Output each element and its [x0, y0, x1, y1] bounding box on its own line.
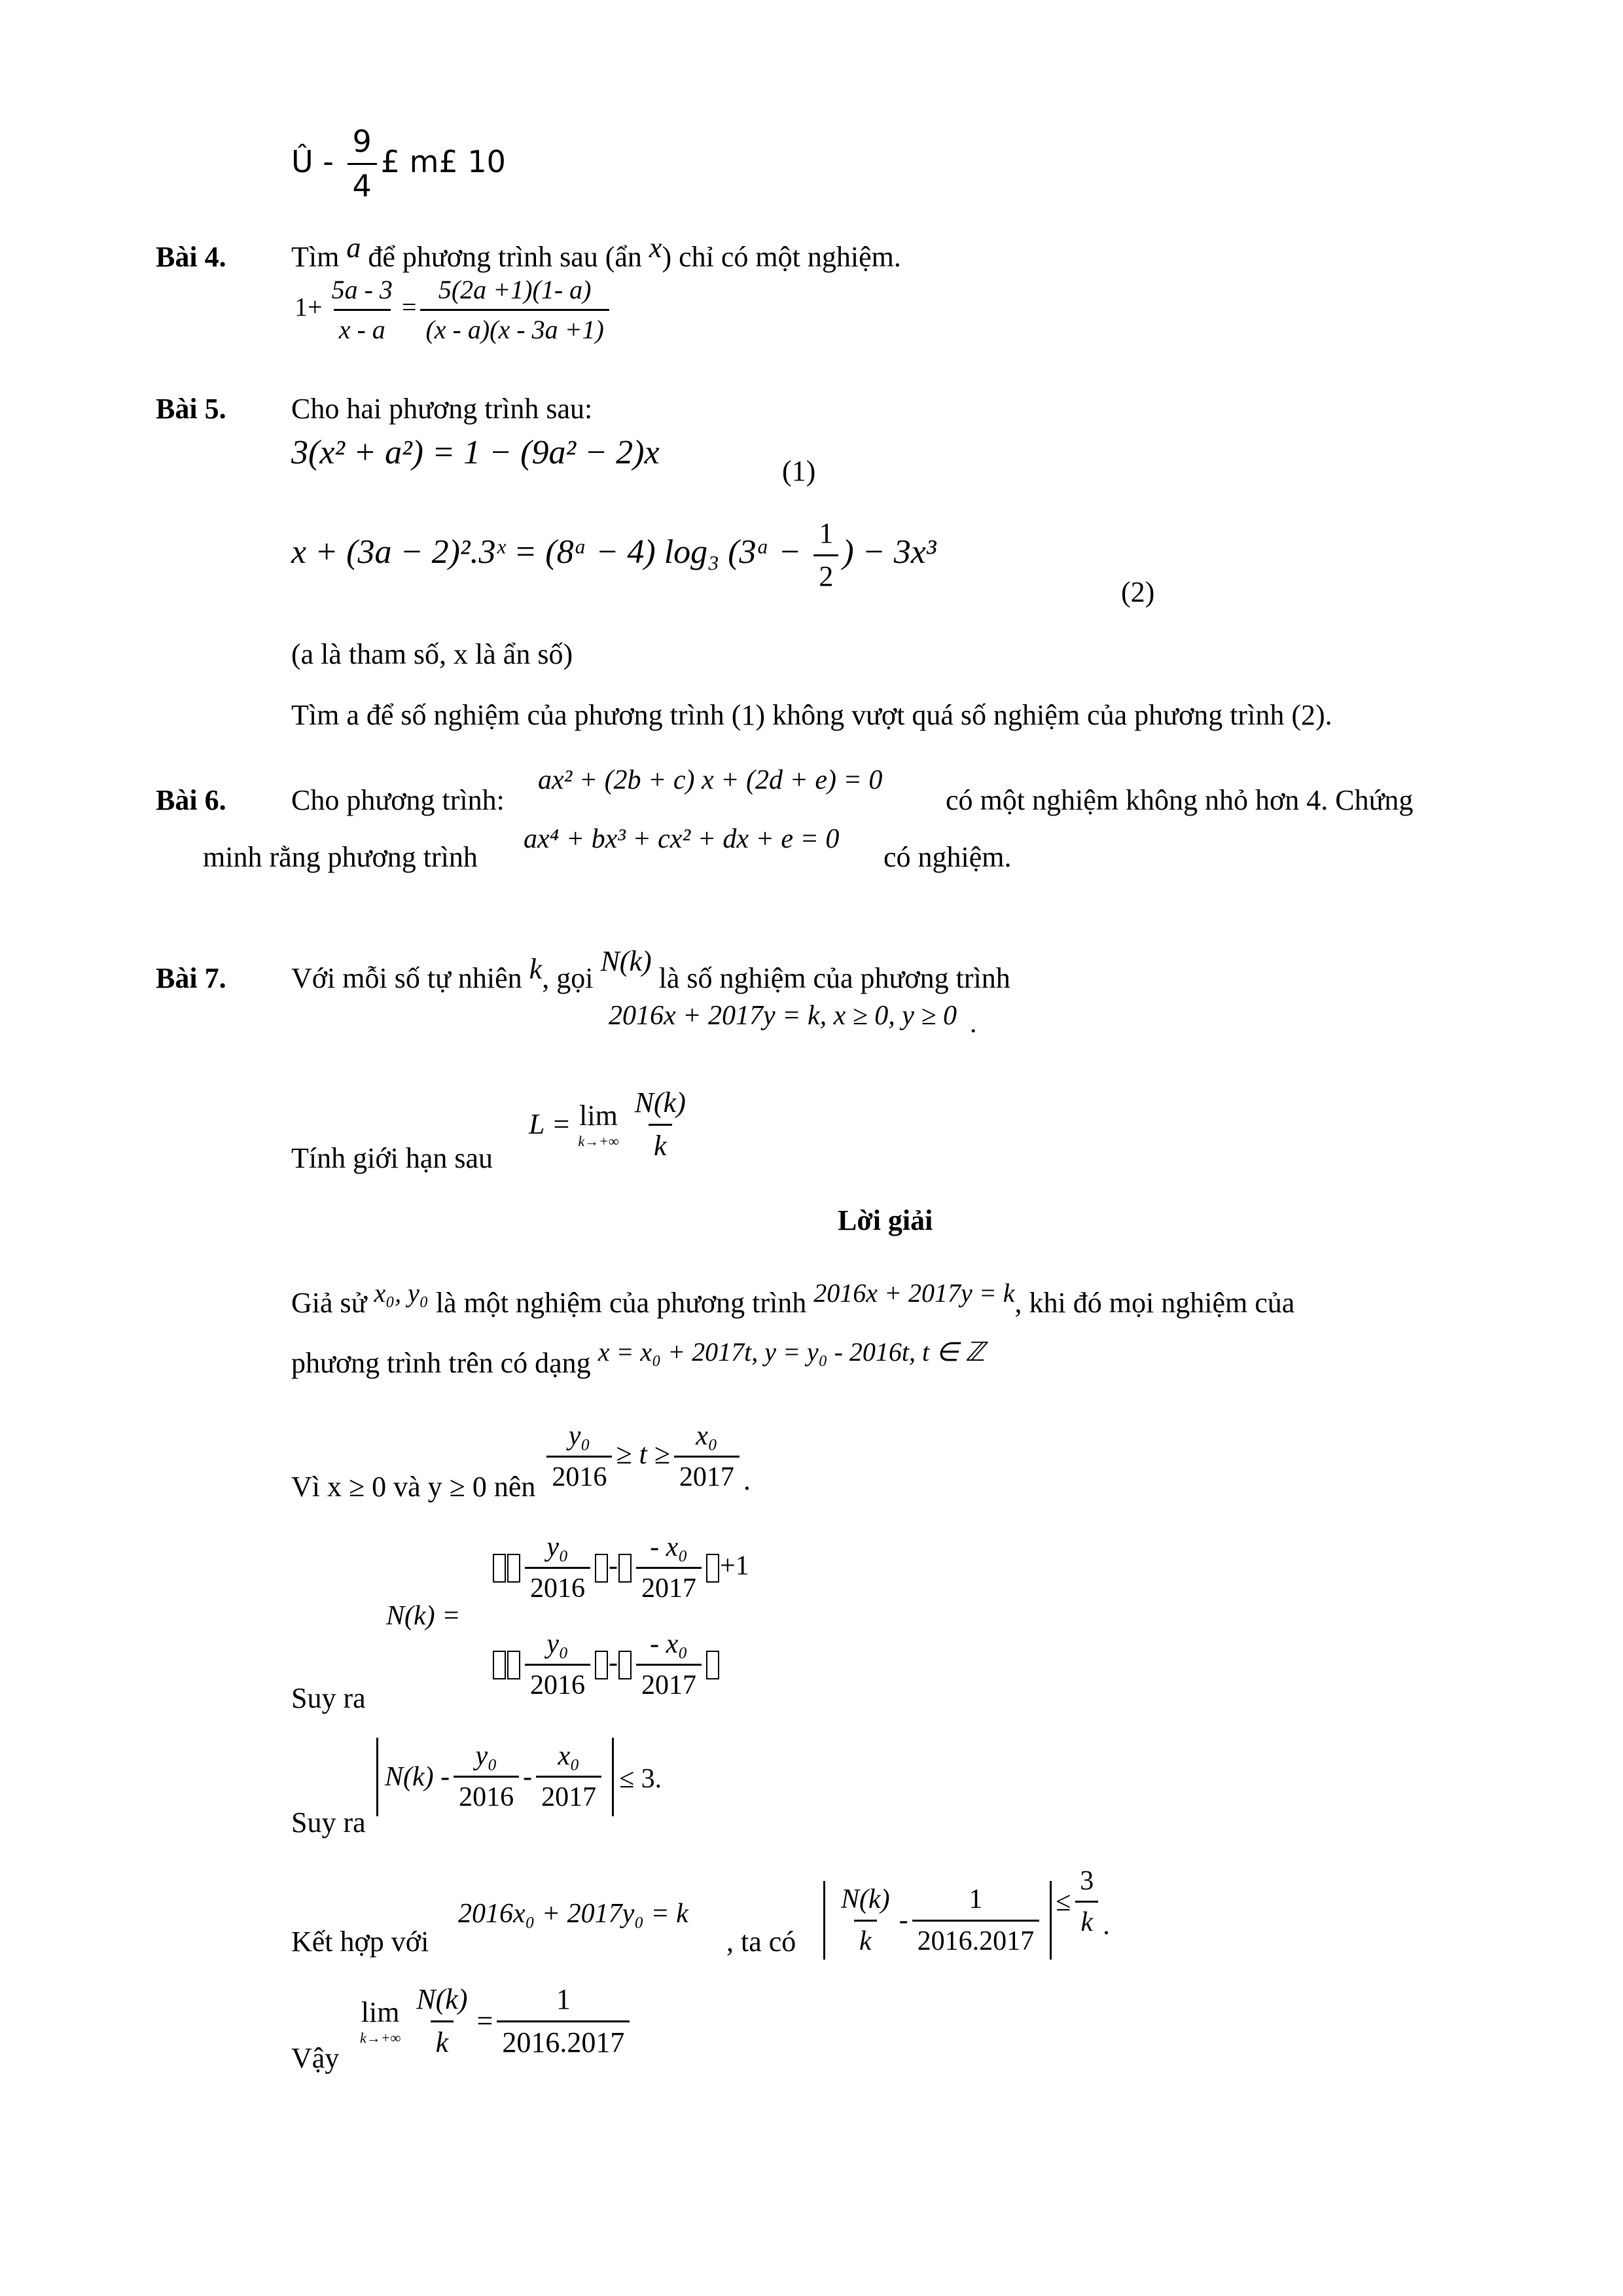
- ket-hop-b: , ta có: [726, 1926, 796, 1958]
- var-a: a: [346, 232, 361, 264]
- var-Nk: N(k): [600, 945, 652, 977]
- minus: -: [609, 1551, 618, 1581]
- top-line-rest: £ m£ 10: [380, 143, 506, 179]
- text: ) chỉ có một nghiệm.: [662, 241, 901, 273]
- frac-den: k: [854, 1920, 877, 1957]
- suy-ra-1: Suy ra: [291, 1682, 366, 1714]
- ineq-frac2: [536, 1740, 601, 1814]
- text: , gọi: [542, 962, 601, 994]
- frac-den: 4: [348, 163, 377, 204]
- frac-num: 1: [969, 1884, 983, 1915]
- suy-ra-2: Suy ra: [291, 1806, 366, 1839]
- frac-den: 2017: [536, 1776, 601, 1813]
- bracket-glyph: [706, 1651, 719, 1679]
- bai5-task: Tìm a để số nghiệm của phương trình (1) không vượt quá số nghiệm của phương trình (2).: [291, 699, 1332, 731]
- top-line-prefix: Û -: [291, 143, 344, 179]
- frac-num: y₀: [475, 1741, 497, 1771]
- equals: =: [476, 2004, 493, 2037]
- bracket-glyph: [507, 1554, 520, 1583]
- frac-num: y₀: [546, 1629, 569, 1659]
- frac-den: 2017: [674, 1456, 740, 1493]
- lim-block: [578, 1100, 618, 1149]
- bai5-note: (a là tham số, x là ẩn số): [291, 638, 573, 670]
- nk-row2-frac1: [525, 1628, 590, 1702]
- bai6-eq2: ax⁴ + bx³ + cx² + dx + e = 0: [524, 824, 840, 854]
- ineq-rhs: ≤ 3.: [619, 1763, 662, 1794]
- nk-label: N(k) =: [386, 1601, 461, 1631]
- frac-num: 9: [352, 124, 372, 159]
- bai4-equation: [294, 275, 613, 345]
- text: là số nghiệm của phương trình: [651, 962, 1010, 994]
- vay-limit: [360, 1983, 633, 2059]
- lim-word: lim: [361, 1996, 400, 2029]
- bai5-eq2: [291, 517, 936, 593]
- limit-fraction: [630, 1086, 691, 1162]
- frac-den: 2017: [636, 1664, 702, 1701]
- lim-block: [360, 1996, 401, 2046]
- eq-frac2: [420, 275, 609, 345]
- eq-dot: .: [970, 1009, 977, 1039]
- eq2-part-b: ) − 3x³: [842, 533, 936, 571]
- frac-den: 2016: [454, 1776, 519, 1813]
- frac-num: 5a - 3: [331, 275, 393, 304]
- frac-den: 2016: [525, 1664, 590, 1701]
- frac-den: k: [649, 1124, 672, 1163]
- bracket-glyph: [595, 1651, 608, 1679]
- kh-frac2: [912, 1884, 1040, 1957]
- eq-frac1: [327, 275, 398, 345]
- ineq-frac1: [454, 1740, 519, 1814]
- frac-den: k: [431, 2020, 454, 2060]
- bai6-text-a: Cho phương trình:: [291, 784, 505, 816]
- bai7-limit: [529, 1086, 695, 1162]
- frac-den: 2: [813, 554, 838, 594]
- frac-num: 1: [556, 1983, 571, 2015]
- text: Tìm: [291, 241, 347, 273]
- frac-num: 1: [819, 517, 834, 549]
- bracket-glyph: [493, 1651, 506, 1679]
- bai6-eq1: ax² + (2b + c) x + (2d + e) = 0: [538, 765, 883, 795]
- vay-frac2: [497, 1983, 630, 2059]
- frac-den: k: [1075, 1901, 1098, 1938]
- lim-sub: k→+∞: [360, 2029, 401, 2046]
- top-line: [291, 124, 506, 204]
- bai4-label: Bài 4.: [156, 241, 226, 273]
- ket-hop-text: Kết hợp với: [291, 1926, 429, 1958]
- abs-value: [823, 1881, 1052, 1960]
- ket-hop-ineq: [823, 1865, 1110, 1960]
- bai5-eq2-tag: (2): [1121, 576, 1155, 608]
- le-sign: ≤: [1056, 1886, 1071, 1917]
- ineq-a: N(k) -: [385, 1761, 450, 1792]
- bai5-label: Bài 5.: [156, 393, 226, 425]
- ket-hop-eq: 2016x₀ + 2017y₀ = k: [458, 1899, 688, 1929]
- p3-frac2: [674, 1420, 740, 1494]
- p2-equation: x = x₀ + 2017t, y = y₀ - 2016t, t ∈ ℤ: [597, 1337, 985, 1367]
- frac-num: - x₀: [650, 1629, 688, 1659]
- bracket-glyph: [493, 1554, 506, 1583]
- p3-mid: ≥ t ≥: [616, 1437, 670, 1470]
- frac-num: N(k): [634, 1086, 686, 1119]
- frac-den: 2016.2017: [497, 2020, 630, 2060]
- bai5-eq1-tag: (1): [782, 455, 816, 487]
- frac-num: y₀: [546, 1532, 569, 1562]
- bracket-glyph: [618, 1554, 632, 1583]
- frac-num: - x₀: [650, 1532, 688, 1562]
- solution-p1: [291, 1278, 1295, 1320]
- solution-title: Lời giải: [838, 1204, 933, 1236]
- frac-num: N(k): [416, 1983, 468, 2015]
- frac-den: 2017: [636, 1567, 702, 1604]
- bai4-statement: [291, 232, 901, 274]
- eq-lhs: 1+: [294, 292, 323, 322]
- bai7-label: Bài 7.: [156, 962, 226, 994]
- abs-value: [376, 1738, 614, 1816]
- frac-den: 2016: [525, 1567, 590, 1604]
- frac-den: x - a: [334, 309, 391, 345]
- text: phương trình trên có dạng: [291, 1347, 598, 1379]
- vars-x0-y0: x₀, y₀: [374, 1278, 429, 1308]
- nk-row1-frac2: [636, 1532, 702, 1605]
- minus: -: [523, 1761, 533, 1792]
- ineq-block: [376, 1738, 662, 1816]
- p3-dot: .: [743, 1463, 751, 1496]
- bracket-glyph: [595, 1554, 608, 1583]
- text: Với mỗi số tự nhiên: [291, 962, 529, 994]
- kh-frac1: [836, 1884, 895, 1957]
- bai6-text-c: minh rằng phương trình: [203, 841, 478, 873]
- var-k: k: [529, 953, 543, 985]
- eq2-part-a: x + (3a − 2)².3ˣ = (8ᵃ − 4) log₃ (3ᵃ −: [291, 533, 810, 571]
- minus: -: [609, 1647, 618, 1678]
- frac-den: (x - a)(x - 3a +1): [420, 309, 609, 345]
- vay-label: Vậy: [291, 2042, 340, 2074]
- bai5-intro: Cho hai phương trình sau:: [291, 393, 593, 425]
- frac-den: 2016: [546, 1456, 612, 1493]
- minus: -: [899, 1905, 908, 1936]
- frac-num: x₀: [558, 1741, 580, 1771]
- nk-row1-frac1: [525, 1532, 590, 1605]
- bracket-glyph: [507, 1651, 520, 1679]
- lim-word: lim: [579, 1100, 618, 1132]
- nk-row2-frac2: [636, 1628, 702, 1702]
- kh-dot: .: [1103, 1910, 1110, 1941]
- text: là một nghiệm của phương trình: [428, 1287, 814, 1319]
- vay-frac1: [411, 1983, 473, 2059]
- p1-equation: 2016x + 2017y = k: [813, 1278, 1015, 1308]
- text: Vì x ≥ 0 và y ≥ 0 nên: [291, 1470, 543, 1503]
- bai6-text-b: có một nghiệm không nhỏ hơn 4. Chứng: [946, 784, 1414, 816]
- p3-frac1: [546, 1420, 612, 1494]
- text: để phương trình sau (ẩn: [361, 241, 649, 273]
- bai6-text-d: có nghiệm.: [883, 841, 1012, 873]
- nk-row2: [492, 1628, 720, 1702]
- eq2-fraction: [813, 517, 838, 593]
- bai5-eq1: 3(x² + a²) = 1 − (9a² − 2)x: [291, 434, 660, 471]
- bai7-limit-label: Tính giới hạn sau: [291, 1142, 493, 1174]
- bai6-label: Bài 6.: [156, 784, 226, 816]
- frac-num: y₀: [568, 1421, 590, 1451]
- frac-num: 3: [1080, 1866, 1094, 1896]
- frac-num: N(k): [841, 1884, 890, 1915]
- bai7-statement: [291, 945, 1010, 996]
- kh-frac3: [1075, 1865, 1099, 1939]
- frac-num: 5(2a +1)(1- a): [438, 275, 592, 304]
- eq-equals: =: [401, 292, 417, 322]
- bai7-eq: [609, 1000, 977, 1039]
- top-line-fraction: [348, 124, 377, 204]
- limit-L: L =: [529, 1107, 579, 1140]
- frac-den: 2016.2017: [912, 1920, 1040, 1957]
- bracket-glyph: [706, 1554, 719, 1583]
- solution-p2: [291, 1337, 985, 1380]
- solution-p3: [291, 1420, 751, 1503]
- text: Giả sử: [291, 1287, 374, 1319]
- plus-one: +1: [720, 1551, 749, 1581]
- nk-row1: [492, 1532, 749, 1605]
- bracket-glyph: [618, 1651, 632, 1679]
- frac-num: x₀: [696, 1421, 718, 1451]
- var-x: x: [649, 232, 662, 264]
- bai7-eq-text: 2016x + 2017y = k, x ≥ 0, y ≥ 0: [609, 1001, 957, 1031]
- lim-sub: k→+∞: [578, 1132, 619, 1149]
- text: , khi đó mọi nghiệm của: [1014, 1287, 1295, 1319]
